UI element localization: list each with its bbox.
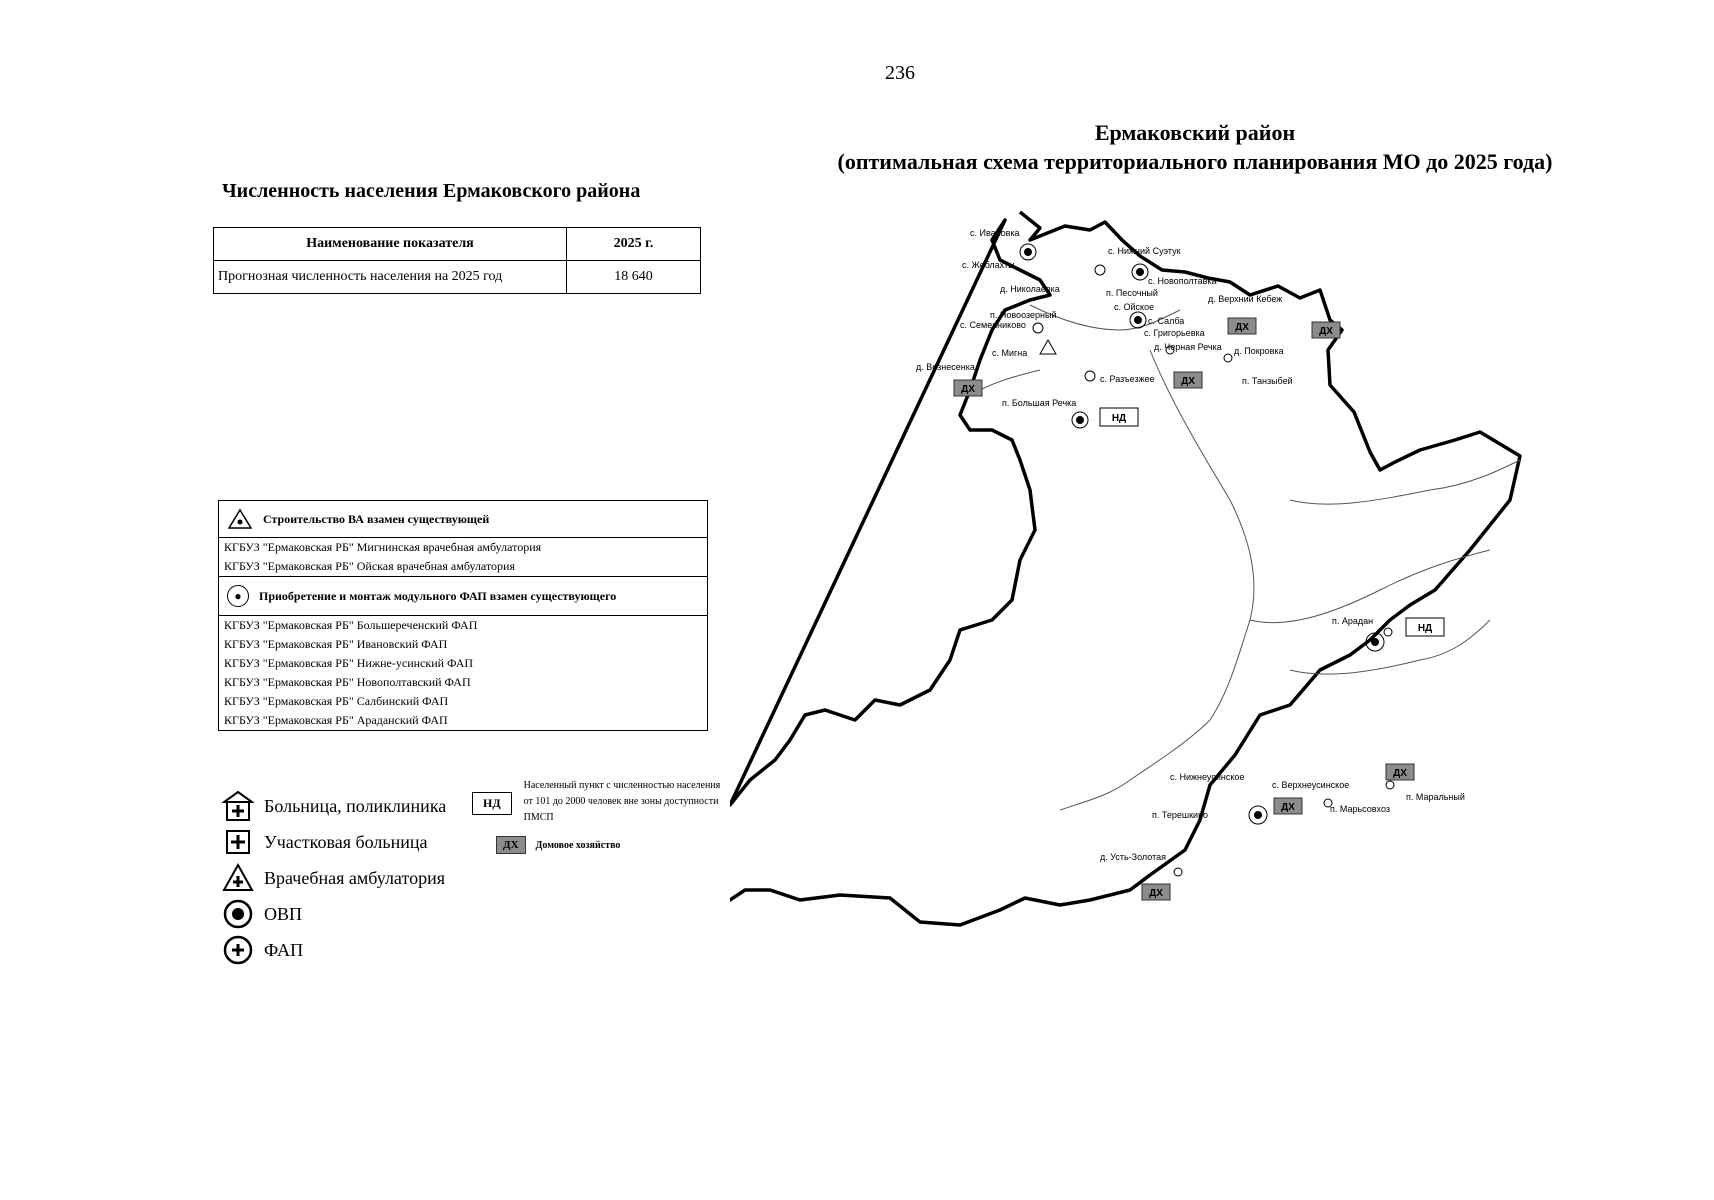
fap-row: КГБУЗ "Ермаковская РБ" Новополтавский ФАП [224, 675, 471, 689]
ba-heading: Строительство ВА взамен существующей [263, 511, 490, 526]
fap-marker [1033, 323, 1043, 333]
fap-row: КГБУЗ "Ермаковская РБ" Араданский ФАП [224, 713, 448, 727]
district-boundary [730, 212, 1520, 925]
map-label: с. Ивановка [970, 228, 1020, 238]
svg-text:ДХ: ДХ [961, 384, 975, 395]
ovp-marker-suetuk [1132, 264, 1148, 280]
nd-note: Населенный пункт с численностью населения от 101 до 2000 человек вне зоны доступности ПМСП [523, 780, 721, 823]
title-line-2: (оптимальная схема территориального планирования МО до 2025 года) [837, 149, 1553, 174]
page-number: 236 [885, 62, 915, 84]
map-labels [916, 228, 1465, 862]
map-label: д. Верхний Кебеж [1208, 294, 1283, 304]
fap-marker [1174, 868, 1182, 876]
legend-district-hospital [222, 824, 446, 860]
map-label: п. Большая Речка [1002, 398, 1077, 408]
map-label: д. Николаевка [1000, 284, 1060, 294]
svg-text:ДХ: ДХ [1393, 768, 1407, 779]
map-label: с. Ойское [1114, 302, 1155, 312]
map-label: д. Черная Речка [1154, 342, 1222, 352]
map-label: п. Марьсовхоз [1330, 804, 1390, 814]
ba-heading-row [219, 501, 707, 538]
nd-badge: НД [472, 792, 512, 815]
map-label: с. Жеблахты [962, 260, 1015, 270]
legend-ovp [222, 896, 446, 932]
dx-badge-map [1174, 372, 1202, 388]
map-label: с. Салба [1148, 316, 1185, 326]
facility-table [218, 500, 708, 731]
header-indicator: Наименование показателя [214, 228, 567, 261]
row-value: 18 640 [567, 261, 701, 294]
map-title [600, 118, 1714, 176]
dx-badge: ДХ [496, 836, 526, 854]
ambulatory-marker-migna [1040, 340, 1056, 354]
population-table [213, 227, 701, 294]
map-label: п. Песочный [1106, 288, 1158, 298]
ovp-marker-ivanovka [1020, 244, 1036, 260]
svg-text:ДХ: ДХ [1319, 326, 1333, 337]
map-label: с. Нижний Суэтук [1108, 246, 1181, 256]
dx-note: Домовое хозяйство [535, 839, 621, 851]
fap-row: КГБУЗ "Ермаковская РБ" Салбинский ФАП [224, 694, 449, 708]
legend-hospital [222, 788, 446, 824]
population-heading: Численность населения Ермаковского района [222, 180, 641, 202]
legend-fap-label: ФАП [264, 939, 304, 960]
fap-icon [222, 934, 254, 966]
dx-badge-map [1228, 318, 1256, 334]
dx-badge-map [1274, 798, 1302, 814]
svg-text:ДХ: ДХ [1181, 376, 1195, 387]
map-label: с. Верхнеусинское [1272, 780, 1350, 790]
hospital-icon [222, 790, 254, 822]
district-hospital-icon [222, 826, 254, 858]
map-label: д. Вознесенка [916, 362, 975, 372]
legend-district-hospital-label: Участковая больница [264, 831, 428, 852]
legend-hospital-label: Больница, поликлиника [264, 795, 447, 816]
legend-ambulatory-label: Врачебная амбулатория [264, 867, 445, 888]
map-label: с. Семенниково [960, 320, 1026, 330]
fap-heading: Приобретение и монтаж модульного ФАП взамен существующего [259, 588, 617, 603]
svg-text:ДХ: ДХ [1149, 888, 1163, 899]
map-label: п. Танзыбей [1242, 376, 1293, 386]
nd-badge-map [1406, 618, 1444, 636]
svg-text:ДХ: ДХ [1281, 802, 1295, 813]
legend [222, 788, 446, 968]
fap-marker [1386, 781, 1394, 789]
map-label: д. Покровка [1234, 346, 1284, 356]
map-label: д. Усть-Золотая [1100, 852, 1166, 862]
fap-marker [1095, 265, 1105, 275]
ba-rows [219, 538, 707, 576]
nd-badge-map [1100, 408, 1138, 426]
legend-fap [222, 932, 446, 968]
legend-dx [496, 836, 620, 854]
map-label: с. Мигна [992, 348, 1028, 358]
legend-nd [472, 778, 729, 826]
fap-marker [1384, 628, 1392, 636]
fap-circle-icon: ● [227, 585, 249, 607]
fap-row: КГБУЗ "Ермаковская РБ" Нижне-усинский ФАП [224, 656, 474, 670]
map-label: с. Нижнеусинское [1170, 772, 1245, 782]
header-year: 2025 г. [567, 228, 701, 261]
ambulatory-triangle-icon [227, 508, 253, 530]
fap-row: КГБУЗ "Ермаковская РБ" Ивановский ФАП [224, 637, 448, 651]
fap-heading-row [219, 576, 707, 616]
svg-text:ДХ: ДХ [1235, 322, 1249, 333]
ba-row: КГБУЗ "Ермаковская РБ" Ойская врачебная амбулатория [224, 559, 515, 573]
map-label: п. Арадан [1332, 616, 1374, 626]
svg-text:НД: НД [1111, 413, 1127, 424]
legend-ambulatory [222, 860, 446, 896]
dx-badge-map [1142, 884, 1170, 900]
row-indicator: Прогнозная численность населения на 2025 год [214, 261, 567, 294]
map-label: п. Терешкино [1152, 810, 1209, 820]
svg-text:НД: НД [1417, 623, 1433, 634]
fap-marker [1224, 354, 1232, 362]
title-line-1: Ермаковский район [1094, 120, 1296, 145]
ovp-marker-salba [1130, 312, 1146, 328]
map-label: п. Новоозерный [990, 310, 1057, 320]
ovp-marker-bolshaya-rechka [1072, 412, 1088, 428]
ovp-icon [222, 898, 254, 930]
fap-row: КГБУЗ "Ермаковская РБ" Большереченский ФАП [224, 618, 478, 632]
map-label: с. Новополтавка [1148, 276, 1217, 286]
district-map [730, 200, 1600, 1030]
ba-row: КГБУЗ "Ермаковская РБ" Мигнинская врачебная амбулатория [224, 540, 542, 554]
fap-marker [1085, 371, 1095, 381]
fap-rows [219, 616, 707, 730]
dx-badge-map [1312, 322, 1340, 338]
dx-badge-map [1386, 764, 1414, 780]
map-label: с. Разъезжее [1100, 374, 1155, 384]
ambulatory-icon [222, 862, 254, 894]
ovp-marker-nizhneusinskoe [1249, 806, 1267, 824]
map-label: с. Григорьевка [1144, 328, 1205, 338]
dx-badge-map [954, 380, 982, 396]
map-label: п. Маральный [1406, 792, 1465, 802]
legend-ovp-label: ОВП [264, 903, 303, 924]
